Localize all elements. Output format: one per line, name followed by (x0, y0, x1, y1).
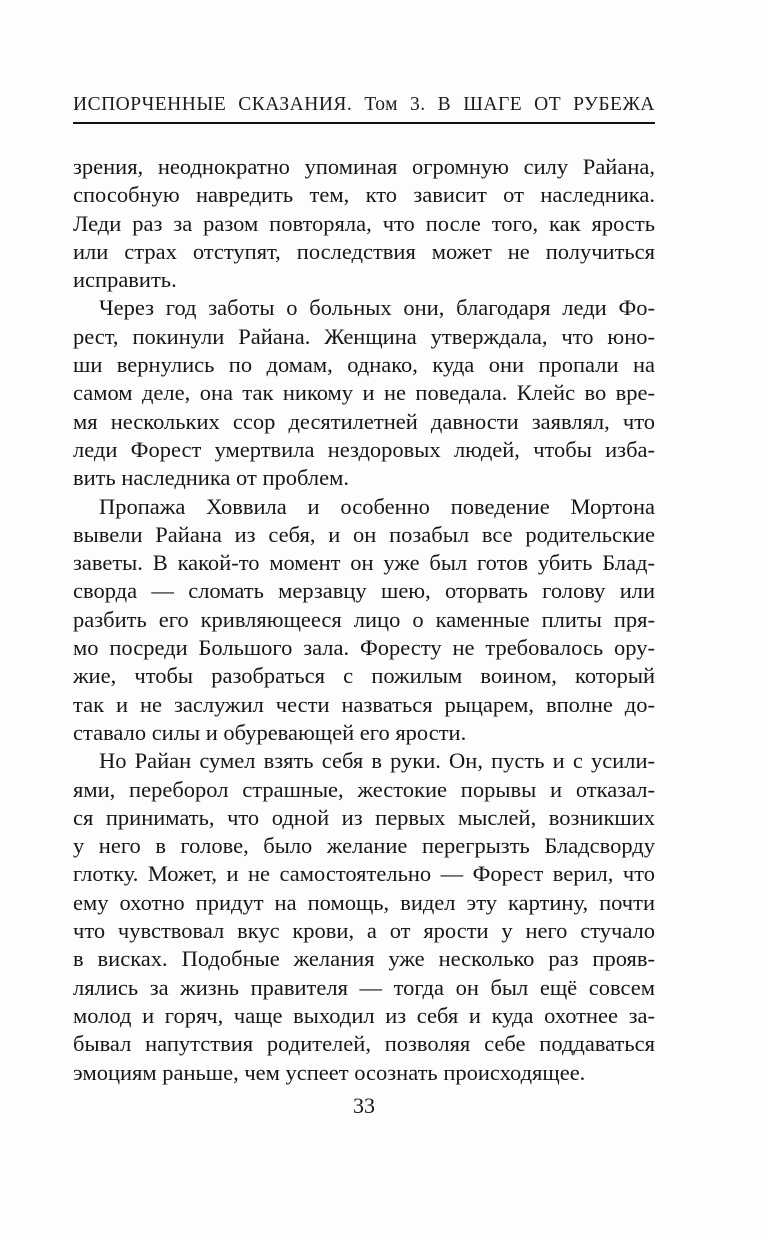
body-text (73, 153, 655, 1087)
text-line: молод и горяч, чаще выходил из себя и куда охотнее за- (73, 1002, 655, 1028)
text-line: рест, покинули Райана. Женщина утверждала, что юно- (73, 323, 655, 349)
text-line: лялись за жизнь правителя — тогда он был ещё совсем (73, 974, 655, 1000)
paragraph (73, 493, 655, 748)
text-line: Пропажа Ховвила и особенно поведение Мортона (99, 493, 655, 519)
text-line: мо посреди Большого зала. Форесту не требовалось ору- (73, 635, 655, 661)
text-line: способную навредить тем, кто зависит от наследника. (73, 182, 655, 208)
page-number: 33 (353, 1093, 375, 1118)
text-line: в висках. Подобные желания уже несколько раз прояв- (73, 946, 655, 972)
text-line: или страх отступят, последствия может не получиться (73, 238, 655, 264)
text-line: у него в голове, было желание перегрызть Бладсворду (73, 833, 655, 859)
text-line: ями, переборол страшные, жестокие порывы и отказал- (73, 776, 655, 802)
text-line: зрения, неоднократно упоминая огромную силу Райана, (73, 154, 655, 179)
paragraph (73, 294, 655, 492)
text-line: эмоциям раньше, чем успеет осознать происходящее. (73, 1059, 586, 1085)
text-line: ставало силы и обуревающей его ярости. (73, 719, 467, 745)
paragraph (73, 747, 655, 1087)
text-line: самом деле, она так никому и не поведала. Клейс во вре- (73, 380, 655, 406)
text-line: ся принимать, что одной из первых мыслей, возникших (73, 804, 655, 830)
text-line: леди Форест умертвила нездоровых людей, чтобы изба- (73, 436, 655, 462)
text-line: что чувствовал вкус крови, а от ярости у него стучало (73, 918, 655, 944)
text-line: Леди раз за разом повторяла, что после того, как ярость (73, 210, 655, 236)
text-line: жие, чтобы разобраться с пожилым воином, который (73, 663, 655, 689)
text-line: бывал напутствия родителей, позволяя себе поддаваться (73, 1031, 655, 1057)
text-line: ему охотно придут на помощь, видел эту картину, почти (73, 889, 655, 915)
text-line: заветы. В какой-то момент он уже был готов убить Блад- (73, 550, 655, 576)
running-header: ИСПОРЧЕННЫЕ СКАЗАНИЯ. Том 3. В ШАГЕ ОТ РУБЕЖА (73, 93, 655, 124)
text-line: вывели Райана из себя, и он позабыл все родительские (73, 521, 655, 547)
text-line: Через год заботы о больных они, благодаря леди Фо- (99, 295, 655, 321)
text-line: ши вернулись по домам, однако, куда они пропали на (73, 352, 655, 378)
text-line: разбить его кривляющееся лицо о каменные плиты пря- (73, 606, 655, 632)
text-line: Но Райан сумел взять себя в руки. Он, пусть и с усили- (99, 748, 655, 774)
text-line: так и не заслужил чести назваться рыцарем, вполне до- (73, 691, 655, 717)
text-line: исправить. (73, 267, 177, 293)
text-line: глотку. Может, и не самостоятельно — Форест верил, что (73, 861, 655, 887)
text-line: мя нескольких ссор десятилетней давности заявлял, что (73, 408, 655, 434)
paragraph (73, 153, 655, 294)
text-line: сворда — сломать мерзавцу шею, оторвать голову или (73, 578, 655, 604)
text-line: вить наследника от проблем. (73, 465, 349, 491)
